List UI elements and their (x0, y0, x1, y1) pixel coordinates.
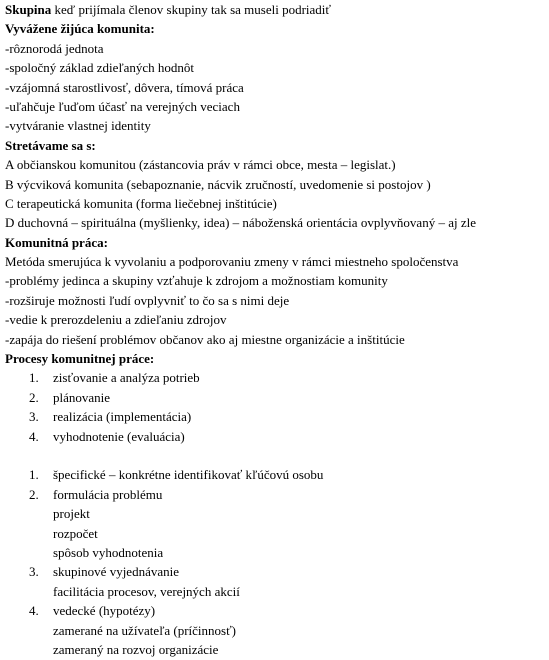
approach-subitem: zamerané na užívateľa (príčinnosť) (53, 622, 236, 638)
balanced-item: -vytváranie vlastnej identity (5, 118, 151, 134)
work-item: Metóda smerujúca k vyvolaniu a podporovaniu zmeny v rámci miestneho spoločenstva (5, 254, 459, 270)
approach-number: 3. (29, 564, 39, 580)
process-step (5, 368, 549, 387)
approach-subitem: rozpočet (53, 525, 98, 541)
intro-line (5, 0, 549, 19)
meet-item: A občianskou komunitou (zástancovia práv v rámci obce, mesta – legislat.) (5, 157, 396, 173)
approach-subitem: facilitácia procesov, verejných akcií (53, 583, 240, 599)
approach-subitem: zameraný na rozvoj organizácie (53, 641, 219, 657)
work-item: -zapája do riešení problémov občanov ako aj miestne organizácie a inštitúcie (5, 331, 405, 347)
work-item: -rozširuje možnosti ľudí ovplyvniť to čo sa s nimi deje (5, 292, 290, 308)
intro-bold: Skupina (5, 2, 52, 17)
balanced-item: -uľahčuje ľuďom účasť na verejných veciach (5, 98, 240, 114)
balanced-heading: Vyvážene žijúca komunita: (5, 21, 155, 37)
approach-text: formulácia problému (53, 486, 163, 502)
work-heading: Komunitná práca: (5, 234, 108, 250)
meet-heading: Stretávame sa s: (5, 137, 96, 153)
approach-item (5, 601, 549, 620)
approach-text: skupinové vyjednávanie (53, 564, 179, 580)
work-item: -vedie k prerozdeleniu a zdieľaniu zdrojov (5, 312, 227, 328)
spacer (5, 446, 549, 465)
approach-text: špecifické – konkrétne identifikovať kľúčovú osobu (53, 467, 324, 483)
approach-item (5, 562, 549, 581)
meet-item: C terapeutická komunita (forma liečebnej inštitúcie) (5, 195, 277, 211)
balanced-item: -rôznorodá jednota (5, 40, 104, 56)
work-item: -problémy jedinca a skupiny vzťahuje k zdrojom a možnostiam komunity (5, 273, 388, 289)
step-text: zisťovanie a analýza potrieb (53, 370, 200, 386)
approach-number: 1. (29, 467, 39, 483)
approach-subitem: projekt (53, 506, 90, 522)
step-text: realizácia (implementácia) (53, 409, 192, 425)
approach-text: vedecké (hypotézy) (53, 603, 156, 619)
process-step (5, 388, 549, 407)
approach-number: 4. (29, 603, 39, 619)
process-step (5, 427, 549, 446)
approach-subitem: spôsob vyhodnotenia (53, 544, 164, 560)
approach-item (5, 465, 549, 484)
processes-heading: Procesy komunitnej práce: (5, 351, 155, 367)
step-number: 1. (29, 370, 39, 386)
intro-text: keď prijímala členov skupiny tak sa museli podriadiť (51, 2, 331, 17)
step-text: vyhodnotenie (evaluácia) (53, 428, 185, 444)
process-step (5, 407, 549, 426)
approach-item (5, 485, 549, 504)
step-text: plánovanie (53, 389, 111, 405)
meet-item: D duchovná – spirituálna (myšlienky, idea) – náboženská orientácia ovplyvňovaný – aj zle (5, 215, 476, 231)
step-number: 3. (29, 409, 39, 425)
approach-number: 2. (29, 486, 39, 502)
step-number: 4. (29, 428, 39, 444)
step-number: 2. (29, 389, 39, 405)
meet-item: B výcviková komunita (sebapoznanie, nácvik zručností, uvedomenie si postojov ) (5, 176, 431, 192)
balanced-item: -vzájomná starostlivosť, dôvera, tímová práca (5, 79, 244, 95)
balanced-item: -spoločný základ zdieľaných hodnôt (5, 60, 195, 76)
